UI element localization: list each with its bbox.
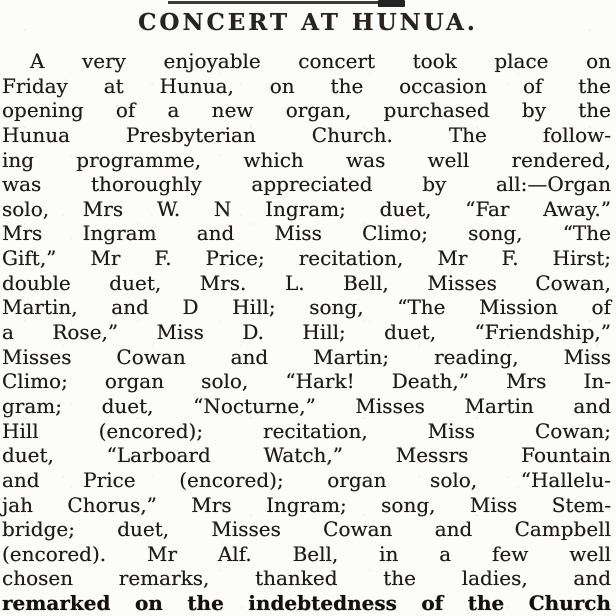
- article-line: ing programme, which was well rendered,: [2, 147, 611, 172]
- article-line: and Price (encored); organ solo, “Hallelu-: [2, 467, 611, 492]
- article-line: jah Chorus,” Mrs Ingram; song, Miss Stem-: [2, 492, 611, 517]
- article-line: a Rose,” Miss D. Hill; duet, “Friendship,”: [2, 320, 611, 345]
- article-line: remarked on the indebtedness of the Church: [2, 591, 611, 616]
- article-line: Friday at Hunua, on the occasion of the: [2, 73, 611, 98]
- article-line: Gift,” Mr F. Price; recitation, Mr F. Hirst;: [2, 246, 611, 271]
- article-line: A very enjoyable concert took place on: [30, 49, 611, 73]
- article-line: Mrs Ingram and Miss Climo; song, “The: [2, 221, 611, 246]
- article-line: duet, “Larboard Watch,” Messrs Fountain: [2, 443, 611, 468]
- article-line: opening of a new organ, purchased by the: [2, 98, 611, 123]
- article-line: bridge; duet, Misses Cowan and Campbell: [2, 517, 611, 542]
- article-line: solo, Mrs W. N Ingram; duet, “Far Away.”: [2, 196, 611, 221]
- article-line: gram; duet, “Nocturne,” Misses Martin and: [2, 393, 611, 418]
- article-line: Hill (encored); recitation, Miss Cowan;: [2, 418, 611, 443]
- top-rule-end-mark: [378, 0, 405, 7]
- article-line: Hunua Presbyterian Church. The follow-: [2, 122, 611, 147]
- article-line: was thoroughly appreciated by all:—Organ: [2, 172, 611, 197]
- article-headline: CONCERT AT HUNUA.: [138, 9, 478, 36]
- top-rule-divider: [168, 1, 380, 4]
- article-line: double duet, Mrs. L. Bell, Misses Cowan,: [2, 270, 611, 295]
- article-line: Martin, and D Hill; song, “The Mission of: [2, 295, 611, 320]
- article-line: (encored). Mr Alf. Bell, in a few well: [2, 541, 611, 566]
- article-body: [2, 49, 611, 616]
- article-line: chosen remarks, thanked the ladies, and: [2, 566, 611, 591]
- article-line: Misses Cowan and Martin; reading, Miss: [2, 344, 611, 369]
- article-line: Climo; organ solo, “Hark! Death,” Mrs In-: [2, 369, 611, 394]
